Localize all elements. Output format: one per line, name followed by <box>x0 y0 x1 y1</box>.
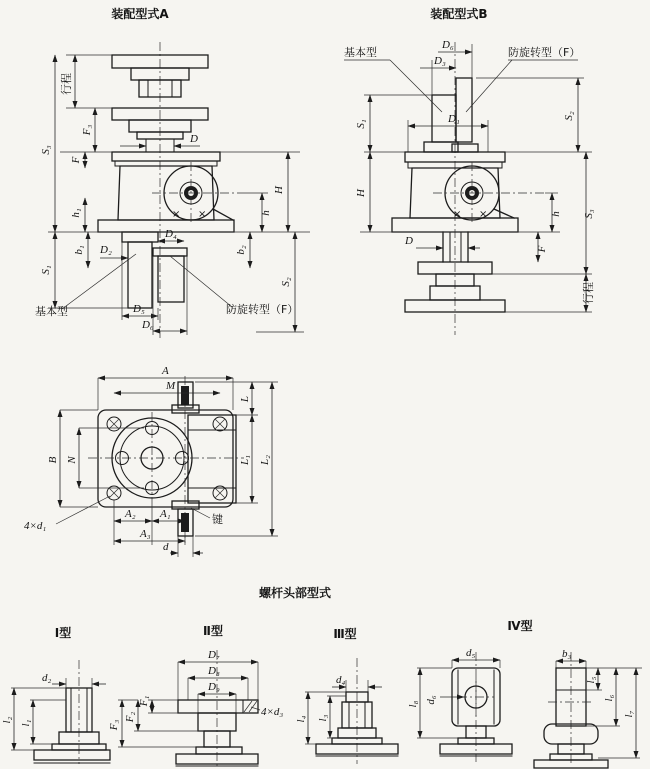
dim-label-F1-t2: F₁ <box>138 695 150 707</box>
dim-label-d6-a: D₆ <box>142 319 154 331</box>
dim-label-D7-t2: D₇ <box>208 649 220 661</box>
dim-label-M: M <box>166 380 176 392</box>
x-mark-b2: × <box>479 209 488 220</box>
dim-label-s1-b: S₁ <box>355 119 367 129</box>
dim-label-h-a: h <box>260 210 272 216</box>
dim-label-d5-a: D₅ <box>133 303 145 315</box>
dim-label-f-a: F <box>70 156 82 164</box>
dim-label-L2: L₂ <box>259 455 271 465</box>
type3-title: Ⅲ型 <box>333 627 357 641</box>
dim-label-l7-t4: l₇ <box>623 710 635 718</box>
dim-label-d5-t4: d₅ <box>466 647 476 659</box>
leader-anti-b: 防旋转型（F） <box>508 46 581 59</box>
screw-rod-basic-a <box>122 232 158 308</box>
dim-label-L: L <box>239 395 251 403</box>
assembly-b-title: 装配型式B <box>430 7 488 21</box>
anti-rotation-tube-b <box>456 78 472 142</box>
dim-label-h-b: h <box>550 211 562 217</box>
dim-label-d2-a: D₂ <box>100 244 112 256</box>
type2-title: Ⅱ型 <box>203 624 223 638</box>
label-key: 键 <box>212 513 223 526</box>
leader-basic-b: 基本型 <box>344 46 377 59</box>
screw-head-type-4-figure <box>407 618 642 768</box>
dim-label-f3-a: F₃ <box>81 124 93 136</box>
x-mark-a1: × <box>172 209 181 220</box>
dim-label-A2: A₂ <box>125 508 136 520</box>
dim-label-b3-t4: b₃ <box>562 648 572 660</box>
dim-label-b1-a: b₁ <box>73 245 85 255</box>
dim-label-s3-b: S₃ <box>583 209 595 219</box>
dim-label-stroke-a: 行程 <box>60 73 73 95</box>
x-mark-a2: × <box>198 209 207 220</box>
dim-label-D9-t2: D₉ <box>208 681 220 693</box>
dim-label-H-a: H <box>273 186 285 194</box>
dim-label-stroke-b: 行程 <box>582 282 595 304</box>
dim-label-d6-b: D₆ <box>442 39 454 51</box>
dim-label-L1: L₁ <box>239 455 251 465</box>
dim-label-b2-a: b₂ <box>235 245 247 255</box>
dim-label-l8-t4: l₈ <box>407 700 419 708</box>
dim-label-d-b: D <box>405 235 413 247</box>
assembly-a-title: 装配型式A <box>111 7 169 21</box>
leader-basic-a: 基本型 <box>35 305 68 318</box>
assembly-type-b-figure <box>344 6 595 335</box>
dim-label-d3-b: D₃ <box>434 55 446 67</box>
worm-shaft-end-b <box>433 162 545 224</box>
dim-label-N: N <box>66 456 78 464</box>
dim-label-H-b: H <box>355 189 367 197</box>
dim-label-d1-b: D₁ <box>448 113 460 125</box>
dim-label-D8-t2: D₈ <box>208 665 220 677</box>
screw-head-type-3-figure <box>295 626 398 764</box>
screw-heads-section-title: 螺杆头部型式 <box>258 586 332 600</box>
dim-label-d-shaft: d <box>163 541 169 553</box>
screw-head-type-2-figure <box>108 623 283 766</box>
type1-title: Ⅰ型 <box>54 626 72 640</box>
dim-label-l2-t1: l₂ <box>1 716 13 724</box>
dim-label-A3: A₃ <box>140 528 151 540</box>
dim-label-h1-a: h₁ <box>70 208 82 218</box>
leader-anti-a: 防旋转型（F） <box>226 303 299 316</box>
x-mark-b1: × <box>453 209 462 220</box>
dim-label-l4-t3: l₄ <box>295 715 307 723</box>
dim-label-s3-a: S₃ <box>40 145 52 155</box>
dim-label-s1-a: S₁ <box>40 265 52 275</box>
assembly-type-a-figure <box>35 6 310 338</box>
dim-label-A1: A₁ <box>160 508 171 520</box>
dim-label-d-a: D <box>190 133 198 145</box>
dim-label-F3-t2: F₃ <box>108 719 120 731</box>
dim-label-d6-t4: d₆ <box>425 695 437 705</box>
dim-label-d2-t1: d₂ <box>42 672 52 684</box>
dim-label-l5-t4: l₅ <box>585 676 597 684</box>
dim-label-s2-b: S₂ <box>563 111 575 121</box>
dim-label-bolt-d3-t2: 4×d₃ <box>261 706 284 718</box>
dim-label-l6-t4: l₆ <box>603 694 615 702</box>
dim-label-d4-a: D₄ <box>165 228 177 240</box>
gearbox-top-view-figure <box>24 365 278 557</box>
dim-label-d4-t3: d₄ <box>336 674 346 686</box>
screw-head-type-1-figure <box>1 625 110 764</box>
dim-label-F2-t2: F₂ <box>124 711 136 723</box>
type4-title: Ⅳ型 <box>507 619 533 633</box>
dim-label-s2-a: S₂ <box>280 277 292 287</box>
dim-label-bolt-d1: 4×d₁ <box>24 520 47 532</box>
dim-label-l1-t1: l₁ <box>20 719 32 727</box>
dim-label-A: A <box>162 365 169 377</box>
dim-label-f-b: F <box>536 245 548 253</box>
dim-label-l3-t3: l₃ <box>317 714 329 722</box>
worm-shaft-end-a <box>152 162 240 224</box>
dim-label-B: B <box>47 456 59 464</box>
